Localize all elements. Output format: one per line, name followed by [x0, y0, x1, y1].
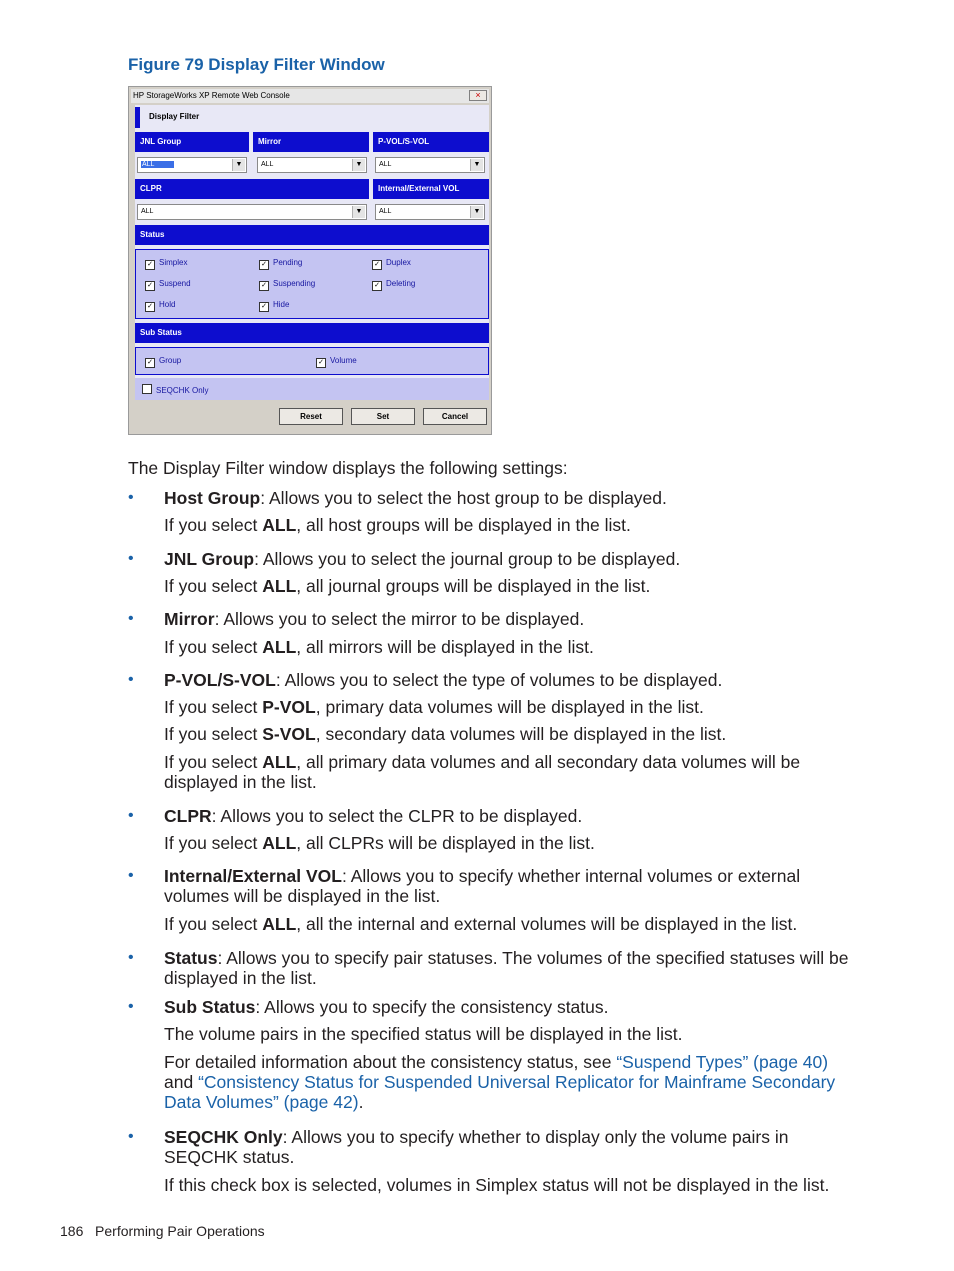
intro-text: The Display Filter window displays the following settings:: [128, 458, 568, 478]
pvol-svol-select[interactable]: [375, 157, 485, 173]
check-icon: ✓: [145, 260, 155, 270]
figure-caption: Figure 79 Display Filter Window: [128, 55, 385, 74]
set-button[interactable]: Set: [351, 408, 415, 425]
item-seqchk-only-detail: If this check box is selected, volumes in Simplex status will not be displayed in the list.: [164, 1175, 830, 1195]
page-number: 186: [60, 1223, 84, 1239]
item-seqchk-only: SEQCHK Only: Allows you to specify whether to display only the volume pairs in SEQCHK status.: [164, 1127, 789, 1167]
int-ext-vol-select[interactable]: [375, 204, 485, 220]
check-icon: ✓: [259, 260, 269, 270]
check-icon: ✓: [145, 358, 155, 368]
item-mirror: Mirror: Allows you to select the mirror to be displayed.: [164, 609, 585, 629]
item-pvol-svol: P-VOL/S-VOL: Allows you to select the type of volumes to be displayed.: [164, 670, 723, 690]
item-host-group: Host Group: Allows you to select the host group to be displayed.: [164, 488, 667, 508]
chevron-down-icon[interactable]: ▼: [352, 159, 365, 171]
bullet: •: [128, 998, 134, 1015]
checkbox-seqchk-only[interactable]: SEQCHK Only: [142, 384, 208, 396]
checkbox-hold[interactable]: ✓ Hold: [145, 300, 175, 312]
bullet: •: [128, 671, 134, 688]
item-mirror-detail: If you select ALL, all mirrors will be displayed in the list.: [164, 637, 594, 657]
clpr-select[interactable]: [137, 204, 367, 220]
check-icon: ✓: [316, 358, 326, 368]
bullet: •: [128, 610, 134, 627]
item-clpr: CLPR: Allows you to select the CLPR to be displayed.: [164, 806, 583, 826]
chevron-down-icon[interactable]: ▼: [470, 159, 483, 171]
empty-checkbox-icon: [142, 384, 152, 394]
window-title: HP StorageWorks XP Remote Web Console: [133, 91, 290, 100]
chevron-down-icon[interactable]: ▼: [470, 206, 483, 218]
clpr-value: ALL: [141, 208, 154, 215]
item-clpr-detail: If you select ALL, all CLPRs will be displayed in the list.: [164, 833, 595, 853]
status-header: Status: [135, 225, 489, 245]
cancel-button[interactable]: Cancel: [423, 408, 487, 425]
consistency-status-link[interactable]: “Consistency Status for Suspended Universal Replicator for Mainframe Secondary Data Volumes” (page 42): [164, 1072, 836, 1112]
checkbox-group[interactable]: ✓ Group: [145, 356, 181, 368]
checkbox-pending[interactable]: ✓ Pending: [259, 258, 302, 270]
item-jnl-group-detail: If you select ALL, all journal groups will be displayed in the list.: [164, 576, 651, 596]
sub-status-header: Sub Status: [135, 323, 489, 343]
clpr-header: CLPR: [135, 179, 369, 199]
window-titlebar: [131, 89, 489, 103]
item-host-group-detail: If you select ALL, all host groups will be displayed in the list.: [164, 515, 631, 535]
pvol-svol-value: ALL: [379, 161, 392, 168]
jnl-group-value: ALL: [141, 161, 174, 168]
int-ext-vol-value: ALL: [379, 208, 392, 215]
item-int-ext-vol: Internal/External VOL: Allows you to specify whether internal volumes or external volumes will be displayed in the list.: [164, 866, 801, 906]
panel-title: Display Filter: [135, 107, 489, 128]
jnl-group-select[interactable]: [137, 157, 247, 173]
section-title: Performing Pair Operations: [95, 1223, 265, 1239]
checkbox-suspend[interactable]: ✓ Suspend: [145, 279, 191, 291]
mirror-header: Mirror: [253, 132, 369, 152]
chevron-down-icon[interactable]: ▼: [232, 159, 245, 171]
page-footer: [60, 1223, 265, 1239]
int-ext-vol-header: Internal/External VOL: [373, 179, 489, 199]
close-icon[interactable]: ×: [469, 90, 487, 101]
chevron-down-icon[interactable]: ▼: [352, 206, 365, 218]
mirror-select[interactable]: [257, 157, 367, 173]
bullet: •: [128, 1128, 134, 1145]
sub-status-box: [135, 347, 489, 375]
item-int-ext-vol-detail: If you select ALL, all the internal and external volumes will be displayed in the list.: [164, 914, 798, 934]
bullet: •: [128, 807, 134, 824]
suspend-types-link[interactable]: “Suspend Types” (page 40): [616, 1052, 829, 1072]
checkbox-hide[interactable]: ✓ Hide: [259, 300, 289, 312]
pvol-svol-header: P-VOL/S-VOL: [373, 132, 489, 152]
item-sub-status-detail-2: For detailed information about the consistency status, see “Suspend Types” (page 40) and “Consistency Status for Suspended Universal Replicator for Mainframe Secondary Data Volumes” (page 42).: [164, 1052, 836, 1112]
item-pvol-svol-detail-3: If you select ALL, all primary data volumes and all secondary data volumes will be displayed in the list.: [164, 752, 801, 792]
mirror-value: ALL: [261, 161, 274, 168]
bullet: •: [128, 550, 134, 567]
reset-button[interactable]: Reset: [279, 408, 343, 425]
check-icon: ✓: [372, 281, 382, 291]
checkbox-simplex[interactable]: ✓ Simplex: [145, 258, 187, 270]
display-filter-window: [128, 86, 492, 435]
item-sub-status-detail-1: The volume pairs in the specified status will be displayed in the list.: [164, 1024, 683, 1044]
bullet: •: [128, 489, 134, 506]
check-icon: ✓: [145, 281, 155, 291]
check-icon: ✓: [259, 281, 269, 291]
checkbox-volume[interactable]: ✓ Volume: [316, 356, 357, 368]
checkbox-suspending[interactable]: ✓ Suspending: [259, 279, 315, 291]
check-icon: ✓: [259, 302, 269, 312]
check-icon: ✓: [145, 302, 155, 312]
item-pvol-svol-detail-2: If you select S-VOL, secondary data volumes will be displayed in the list.: [164, 724, 727, 744]
check-icon: ✓: [372, 260, 382, 270]
checkbox-deleting[interactable]: ✓ Deleting: [372, 279, 415, 291]
item-pvol-svol-detail-1: If you select P-VOL, primary data volumes will be displayed in the list.: [164, 697, 704, 717]
bullet: •: [128, 867, 134, 884]
jnl-group-header: JNL Group: [135, 132, 249, 152]
bullet: •: [128, 949, 134, 966]
item-sub-status: Sub Status: Allows you to specify the consistency status.: [164, 997, 609, 1017]
item-status: Status: Allows you to specify pair statuses. The volumes of the specified statuses will be displayed in the list.: [164, 948, 849, 988]
item-jnl-group: JNL Group: Allows you to select the journal group to be displayed.: [164, 549, 681, 569]
checkbox-duplex[interactable]: ✓ Duplex: [372, 258, 411, 270]
